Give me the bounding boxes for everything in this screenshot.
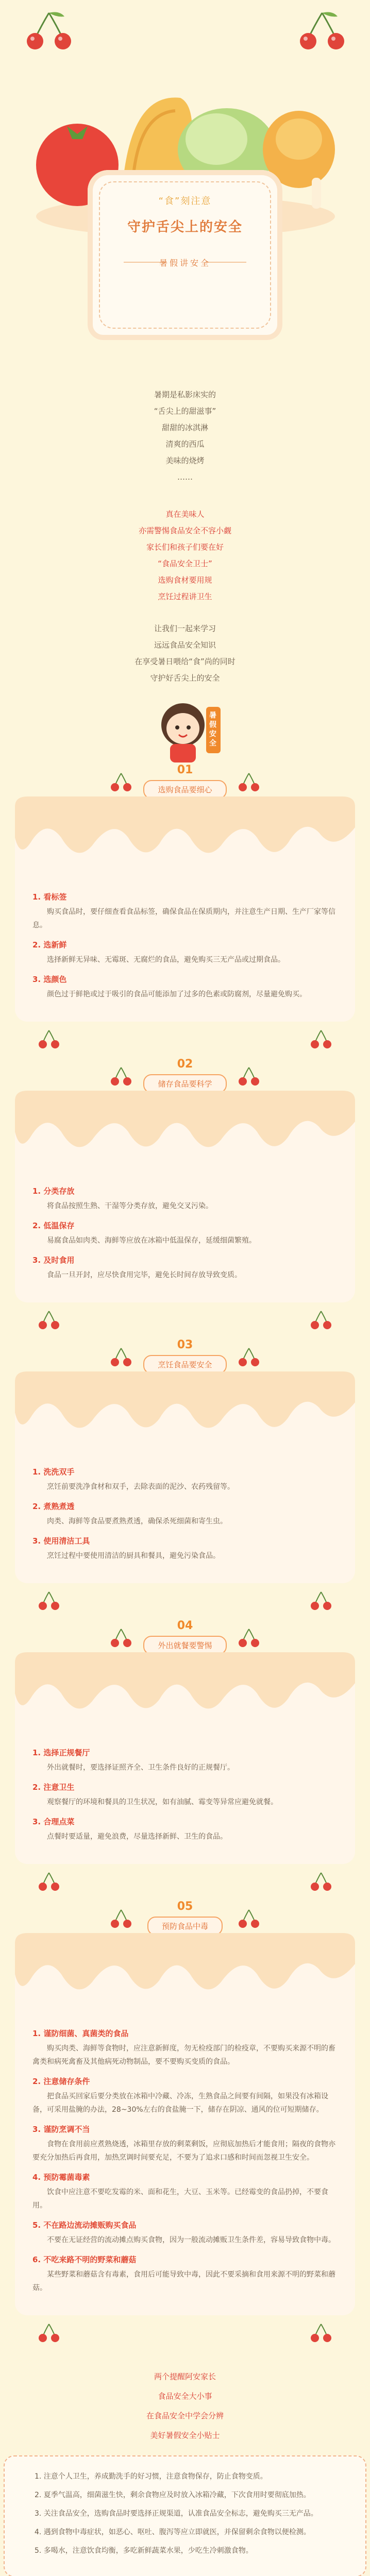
section-divider (0, 2315, 370, 2351)
section-divider (0, 1583, 370, 1619)
item-text: 肉类、海鲜等食品要煮熟煮透，确保杀死细菌和寄生虫。 (47, 1517, 227, 1526)
item-text: 烹饪过程中要使用清洁的厨具和餐具，避免污染食品。 (47, 1552, 220, 1560)
item-title: 5. 不在路边流动摊贩购买食品 (32, 2221, 137, 2230)
item-title: 4. 预防霉菌毒素 (32, 2173, 90, 2182)
poem-line: “食品安全卫士” (158, 559, 212, 568)
cherry-icon (108, 1347, 134, 1367)
tip-item: 2. 夏季气温高，细菌滋生快，剩余食物应及时放入冰箱冷藏，下次食用时要彻底加热。 (35, 2491, 311, 2499)
cherry-icon (308, 2323, 334, 2343)
section-title: 外出就餐要警惕 (143, 1636, 226, 1655)
tip-item: 4. 遇到食物中毒症状，如恶心、呕吐、腹泻等应立即就医，并保留剩余食物以便检测。 (35, 2528, 311, 2536)
cherry-icon (308, 1310, 334, 1330)
poem-line: 选购食材要用规 (158, 575, 212, 585)
cherry-icon (36, 1310, 62, 1330)
section-card (15, 796, 355, 1022)
cherry-icon (21, 10, 77, 52)
item-title: 3. 合理点菜 (32, 1817, 75, 1826)
cherry-icon (236, 1066, 262, 1087)
item-title: 3. 选颜色 (32, 975, 67, 984)
poem-line: 亦需警惕食品安全不容小觑 (138, 526, 231, 535)
section-card (15, 1933, 355, 2315)
item-text: 不要在无证经营的流动摊点购买食物，因为一般流动摊贩卫生条件差，容易导致食物中毒。 (47, 2236, 335, 2244)
cherry-icon (36, 2323, 62, 2343)
section-number: 01 (177, 764, 193, 776)
poem-line: 清爽的西瓜 (165, 439, 205, 449)
item-title: 3. 使用清洁工具 (32, 1536, 90, 1546)
item-text: 外出就餐时，要选择证照齐全、卫生条件良好的正规餐厅。 (47, 1764, 234, 1772)
section-title: 烹饪食品要安全 (143, 1355, 226, 1374)
item-title: 1. 选择正规餐厅 (32, 1748, 90, 1757)
section-card (15, 1371, 355, 1583)
section-header (0, 1058, 370, 1091)
poem-line: …… (177, 472, 193, 482)
item-title: 1. 洗洗双手 (32, 1467, 75, 1477)
section-number: 03 (177, 1338, 193, 1351)
mascot-badge: 暑假安全 (209, 711, 216, 748)
section-header (0, 1338, 370, 1371)
cherry-icon (236, 772, 262, 792)
mascot-row (0, 686, 370, 764)
item-title: 6. 不吃来路不明的野菜和蘑菇 (32, 2255, 137, 2264)
item-text: 购买肉类、海鲜等食物时，应注意新鲜度，勿无检疫部门的检疫章，不要购买来源不明的畜禽类和病死禽畜及其他病死动物制品，要不要购买变质的食品。 (32, 2044, 335, 2066)
item-text: 购买食品时，要仔细查看食品标签，确保食品在保质期内，并注意生产日期、生产厂家等信息。 (32, 908, 335, 929)
footer-line: 食品安全大小事 (158, 2392, 212, 2401)
poem-line: 烹饪过程讲卫生 (158, 592, 212, 601)
item-text: 观察餐厅的环境和餐具的卫生状况，如有油腻、霉变等异常应避免就餐。 (47, 1798, 278, 1806)
item-text: 选择新鲜无异味、无霉斑、无腐烂的食品，避免购买三无产品或过期食品。 (47, 956, 285, 964)
section-title: 选购食品要细心 (143, 780, 226, 799)
item-text: 食物在食用前应煮熟烧透，冰箱里存放的剩菜剩饭，应彻底加热后才能食用；隔夜的食物亦要充分加热后再食用，加热烹调时间要充足，不要为了追求口感和时间而忽视卫生安全。 (32, 2140, 335, 2162)
poem-line: 让我们一起来学习 (154, 624, 216, 633)
poem-line: 守护好舌尖上的安全 (150, 673, 220, 683)
header-banner (0, 0, 370, 386)
footer-line: 美好暑假安全小贴士 (150, 2431, 220, 2440)
page-title: 守护舌尖上的安全 (127, 219, 243, 235)
tip-item: 3. 关注食品安全，选购食品时要选择正规渠道，认准食品安全标志，避免购买三无产品。 (35, 2510, 318, 2518)
item-text: 某些野菜和蘑菇含有毒素，食用后可能导致中毒，因此不要采摘和食用来源不明的野菜和蘑菇。 (32, 2270, 335, 2292)
page-subtitle: 暑假讲安全 (159, 258, 211, 268)
section-divider (0, 1302, 370, 1338)
cherry-icon (108, 1908, 134, 1929)
poem-line: 在享受暑日喂给“食”尚的同时 (134, 657, 236, 666)
sections-container (0, 764, 370, 2351)
footer-reminders (0, 2367, 370, 2445)
item-title: 1. 分类存放 (32, 1187, 75, 1196)
cherry-icon (36, 1871, 62, 1892)
poem-line: 家长们和孩子们要在好 (146, 543, 224, 552)
item-text: 食品一旦开封，应尽快食用完毕，避免长时间存放导致变质。 (47, 1271, 242, 1279)
poem-line: 暑期是私影床实的 (154, 390, 216, 399)
item-text: 易腐食品如肉类、海鲜等应放在冰箱中低温保存，延缓细菌繁殖。 (47, 1236, 256, 1245)
item-text: 点餐时要适量，避免浪费，尽量选择新鲜、卫生的食品。 (47, 1833, 227, 1841)
intro-highlight (0, 506, 370, 605)
cherry-icon (108, 772, 134, 792)
intro-poem (0, 386, 370, 485)
cherry-icon (236, 1628, 262, 1648)
cherry-icon (308, 1871, 334, 1892)
item-title: 3. 及时食用 (32, 1256, 75, 1265)
item-title: 2. 注意储存条件 (32, 2077, 90, 2086)
footer-line: 在食品安全中学会分辨 (146, 2411, 224, 2420)
title-kicker: “食”刻注意 (158, 196, 212, 207)
cherry-icon (36, 1029, 62, 1049)
poem-line: 真在美味人 (165, 510, 205, 519)
poem-line: 美味的烧烤 (165, 456, 205, 465)
tip-item: 1. 注意个人卫生，养成勤洗手的好习惯，注意食物保存，防止食物变质。 (35, 2472, 267, 2481)
section-header (0, 1619, 370, 1652)
cherry-icon (236, 1347, 262, 1367)
section-divider (0, 1022, 370, 1058)
section-number: 04 (177, 1619, 193, 1632)
section-header (0, 1900, 370, 1933)
poem-line: “舌尖上的甜滋事” (154, 406, 216, 416)
tips-box (4, 2455, 366, 2576)
item-title: 2. 注意卫生 (32, 1783, 75, 1792)
item-title: 1. 谨防细菌、真菌类的食品 (32, 2029, 129, 2038)
cherry-icon (236, 1908, 262, 1929)
item-title: 2. 选新鲜 (32, 940, 67, 950)
poem-line: 远远食品安全知识 (154, 640, 216, 650)
cherry-icon (308, 1029, 334, 1049)
item-text: 将食品按照生熟、干湿等分类存放，避免交叉污染。 (47, 1202, 213, 1210)
intro-tail (0, 620, 370, 686)
poem-line: 甜甜的冰淇淋 (161, 423, 208, 432)
title-card (88, 170, 282, 340)
section-title: 预防食品中毒 (147, 1917, 223, 1936)
section-divider (0, 1864, 370, 1900)
section-card (15, 1652, 355, 1864)
section-number: 05 (177, 1900, 193, 1913)
item-title: 2. 低温保存 (32, 1221, 75, 1230)
cherry-icon (36, 1590, 62, 1611)
tip-item: 5. 多喝水，注意饮食均衡，多吃新鲜蔬菜水果，少吃生冷刺激食物。 (35, 2547, 253, 2555)
section-number: 02 (177, 1058, 193, 1071)
cherry-icon (108, 1628, 134, 1648)
item-text: 颜色过于鲜艳或过于吸引的食品可能添加了过多的色素或防腐剂，尽量避免购买。 (47, 990, 307, 998)
footer-line: 两个提醒阿安家长 (154, 2372, 216, 2381)
cherry-icon (308, 1590, 334, 1611)
section-header (0, 764, 370, 796)
item-text: 烹饪前要洗净食材和双手，去除表面的泥沙、农药残留等。 (47, 1483, 234, 1491)
section-title: 储存食品要科学 (143, 1074, 226, 1093)
cherry-icon (108, 1066, 134, 1087)
cherry-icon (294, 10, 350, 52)
item-text: 饮食中应注意不要吃发霉的米、面和花生，大豆、玉米等。已经霉变的食品扔掉，不要食用。 (32, 2188, 328, 2210)
item-title: 1. 看标签 (32, 892, 67, 902)
item-title: 2. 煮熟煮透 (32, 1502, 75, 1511)
item-title: 3. 谨防烹调不当 (32, 2125, 90, 2134)
item-text: 把食品买回家后要分类放在冰箱中冷藏、冷冻，生熟食品之间要有间隔，如果没有冰箱设备，可采用盐腌的办法，28~30%左右的食盐腌一下，储存在阴凉、通风的位可短期储存。 (32, 2092, 328, 2114)
section-card (15, 1091, 355, 1302)
